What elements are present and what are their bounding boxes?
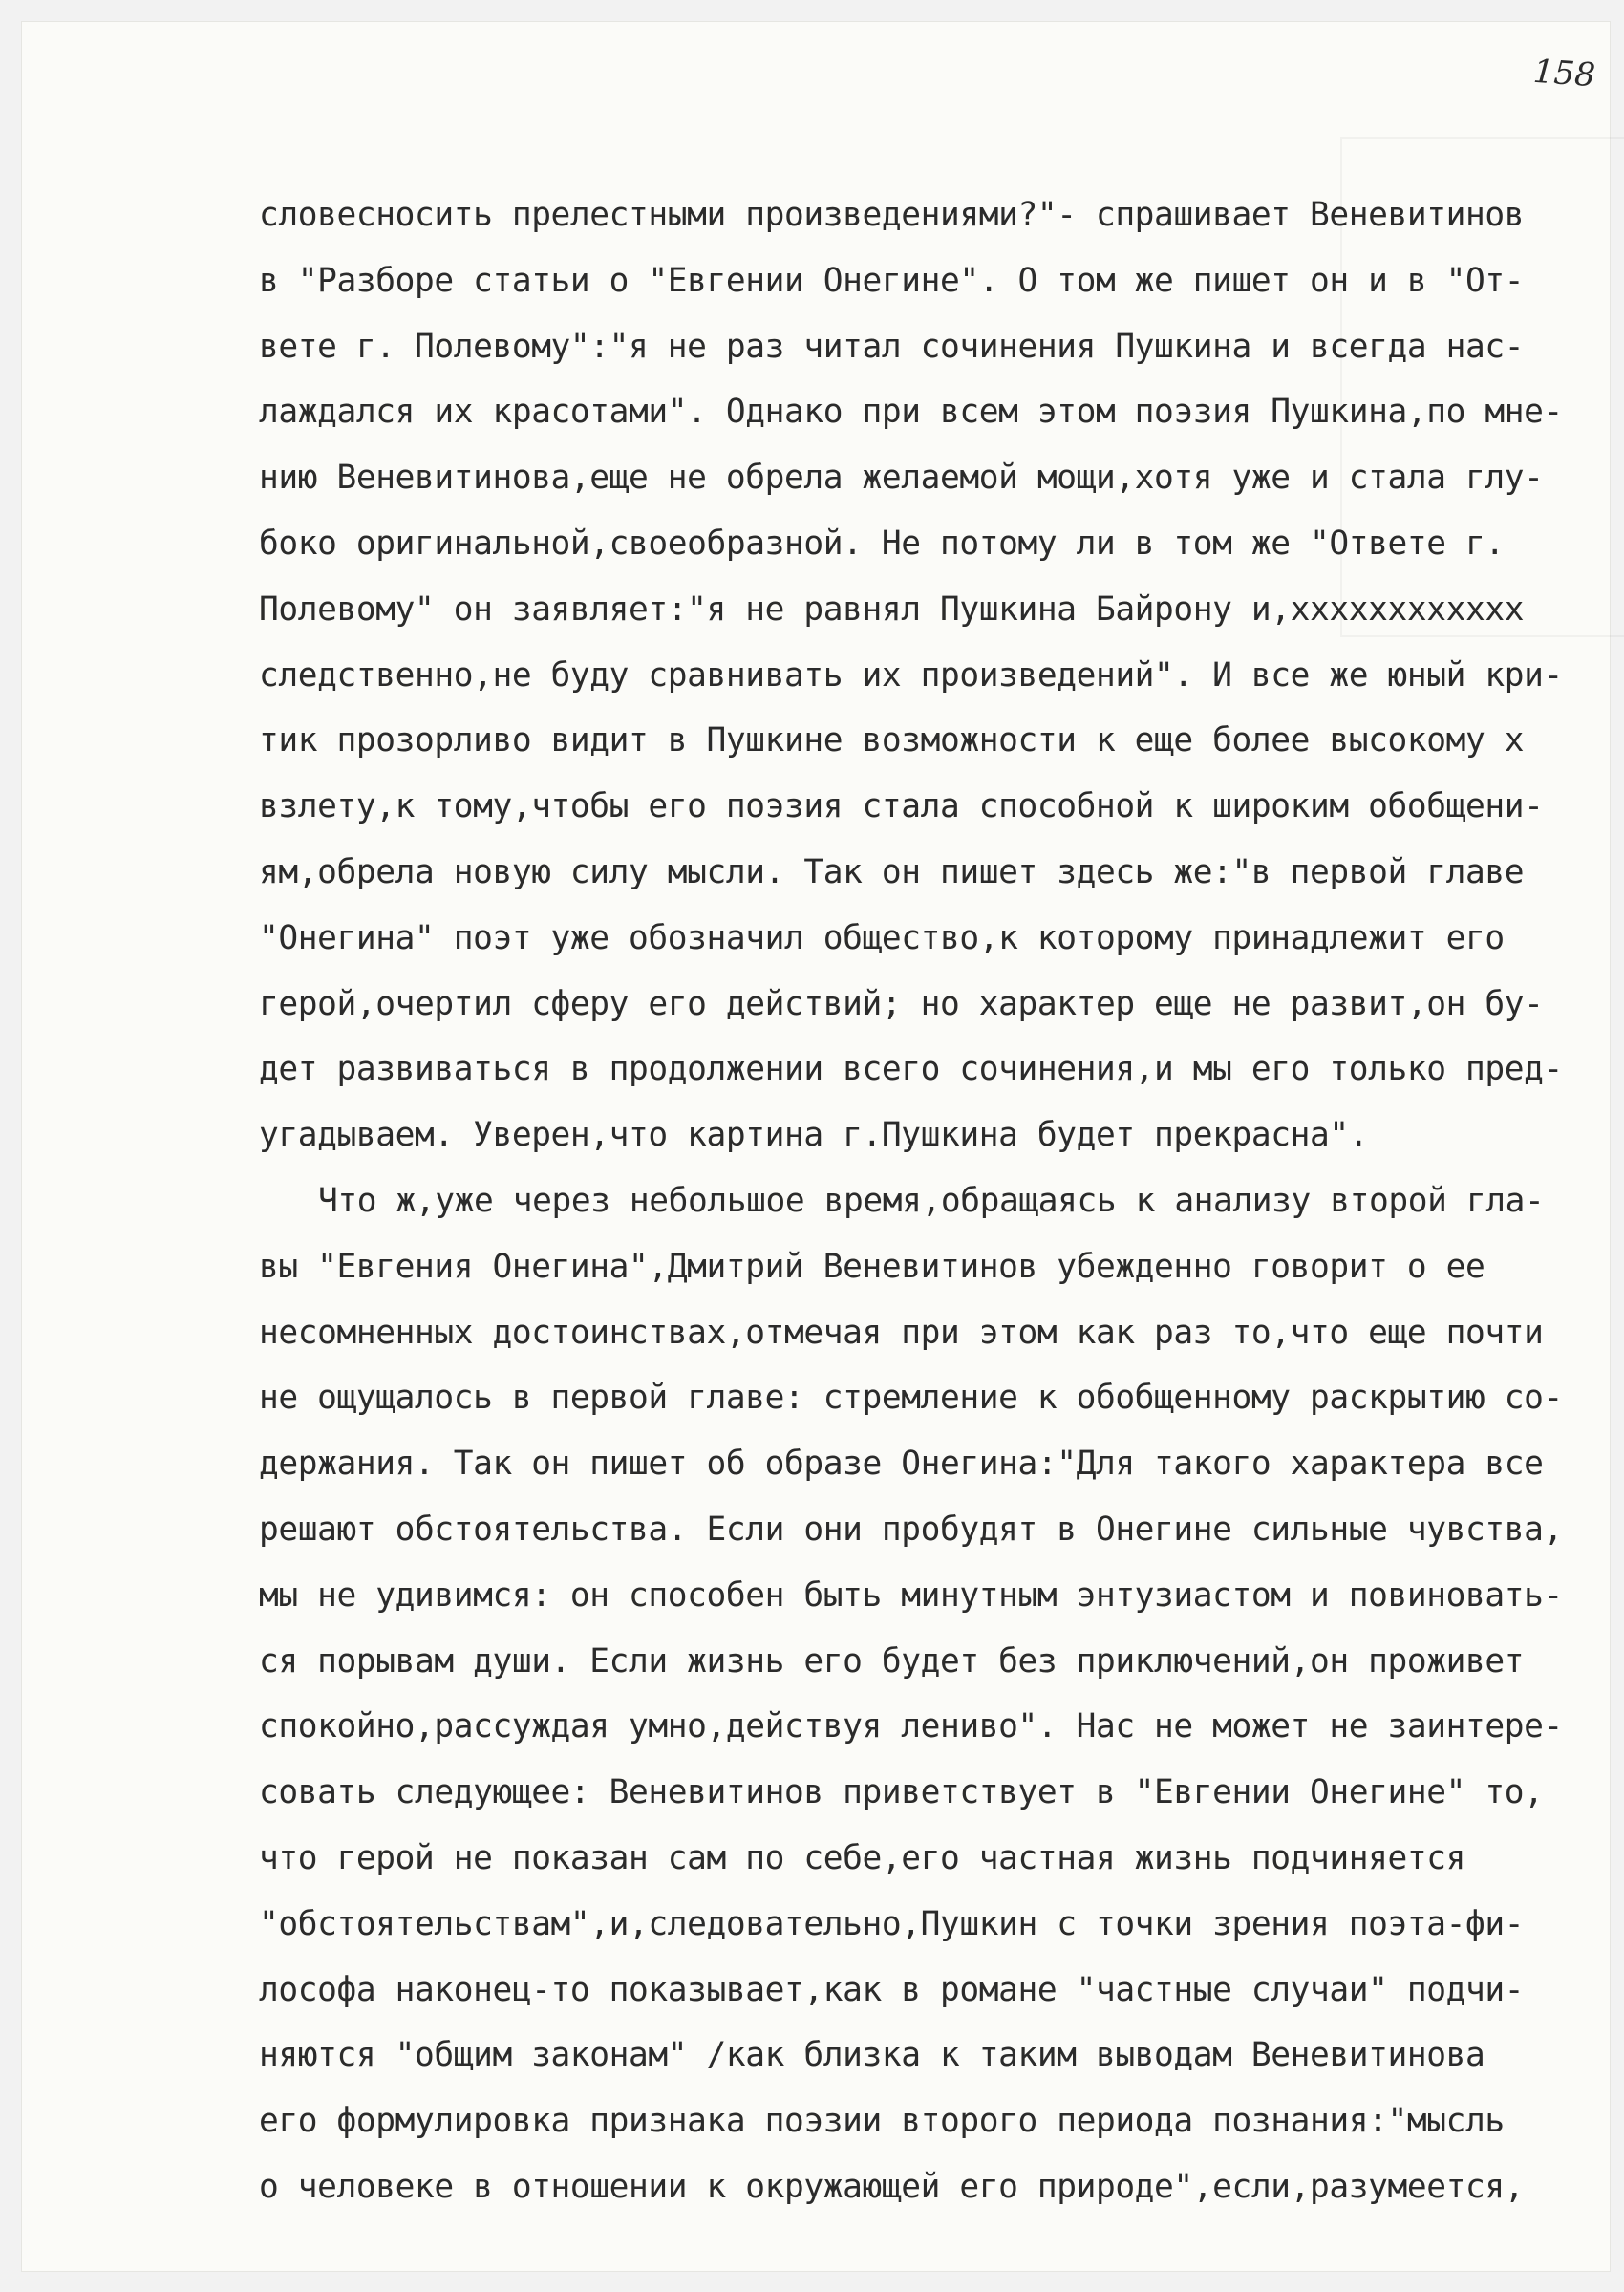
- text-line: о человеке в отношении к окружающей его природе",если,разумеется,: [259, 2167, 1525, 2206]
- text-line: не ощущалось в первой главе: стремление к обобщенному раскрытию со-: [259, 1379, 1563, 1418]
- text-line: лософа наконец-то показывает,как в романе "частные случаи" подчи-: [259, 1970, 1525, 2009]
- text-line: ся порывам души. Если жизнь его будет без приключений,он проживет: [259, 1641, 1525, 1681]
- text-line: няются "общим законам" /как близка к таким выводам Веневитинова: [259, 2036, 1485, 2075]
- text-line: взлету,к тому,чтобы его поэзия стала способной к широким обобщени-: [259, 787, 1544, 826]
- text-line: дет развиваться в продолжении всего сочинения,и мы его только пред-: [259, 1050, 1563, 1089]
- text-line: что герой не показан сам по себе,его частная жизнь подчиняется: [259, 1838, 1465, 1877]
- text-line: совать следующее: Веневитинов приветствует в "Евгении Онегине" то,: [259, 1773, 1544, 1812]
- text-line: "обстоятельствам",и,следовательно,Пушкин с точки зрения поэта-фи-: [259, 1904, 1525, 1943]
- text-line: нию Веневитинова,еще не обрела желаемой мощи,хотя уже и стала глу-: [259, 459, 1544, 498]
- page-number: 158: [1531, 52, 1597, 96]
- text-line: следственно,не буду сравнивать их произведений". И все же юный кри-: [259, 655, 1563, 695]
- text-line: словесносить прелестными произведениями?"- спрашивает Веневитинов: [259, 196, 1525, 234]
- text-line: вете г. Полевому":"я не раз читал сочинения Пушкина и всегда нас-: [259, 327, 1525, 366]
- text-line: спокойно,рассуждая умно,действуя лениво". Нас не может не заинтере-: [259, 1707, 1563, 1746]
- text-line: тик прозорливо видит в Пушкине возможности к еще более высокому х: [259, 721, 1525, 760]
- text-line: мы не удивимся: он способен быть минутным энтузиастом и повиновать-: [259, 1575, 1563, 1615]
- text-line: его формулировка признака поэзии второго периода познания:"мысль: [259, 2102, 1505, 2141]
- text-line: держания. Так он пишет об образе Онегина:"Для такого характера все: [259, 1445, 1544, 1484]
- text-line: боко оригинальной,своеобразной. Не потому ли в том же "Ответе г.: [259, 524, 1505, 563]
- text-line: "Онегина" поэт уже обозначил общество,к которому принадлежит его: [259, 918, 1505, 957]
- text-line: решают обстоятельства. Если они пробудят в Онегине сильные чувства,: [259, 1510, 1563, 1549]
- text-line: в "Разборе статьи о "Евгении Онегине". О том же пишет он и в "От-: [259, 261, 1525, 300]
- text-line: вы "Евгения Онегина",Дмитрий Веневитинов убежденно говорит о ее: [259, 1247, 1485, 1286]
- text-line: Полевому" он заявляет:"я не равнял Пушкина Байрону и,хххххххххххх: [259, 589, 1525, 629]
- text-line: лаждался их красотами". Однако при всем этом поэзия Пушкина,по мне-: [259, 393, 1563, 432]
- body-text: [259, 182, 1615, 2220]
- text-line: герой,очертил сферу его действий; но характер еще не развит,он бу-: [259, 984, 1544, 1023]
- text-line: угадываем. Уверен,что картина г.Пушкина будет прекрасна".: [259, 1116, 1369, 1155]
- text-line: ям,обрела новую силу мысли. Так он пишет здесь же:"в первой главе: [259, 852, 1525, 891]
- typescript-page: [21, 21, 1611, 2272]
- text-line: несомненных достоинствах,отмечая при этом как раз то,что еще почти: [259, 1313, 1544, 1352]
- text-line: Что ж,уже через небольшое время,обращаясь к анализу второй гла-: [318, 1181, 1545, 1220]
